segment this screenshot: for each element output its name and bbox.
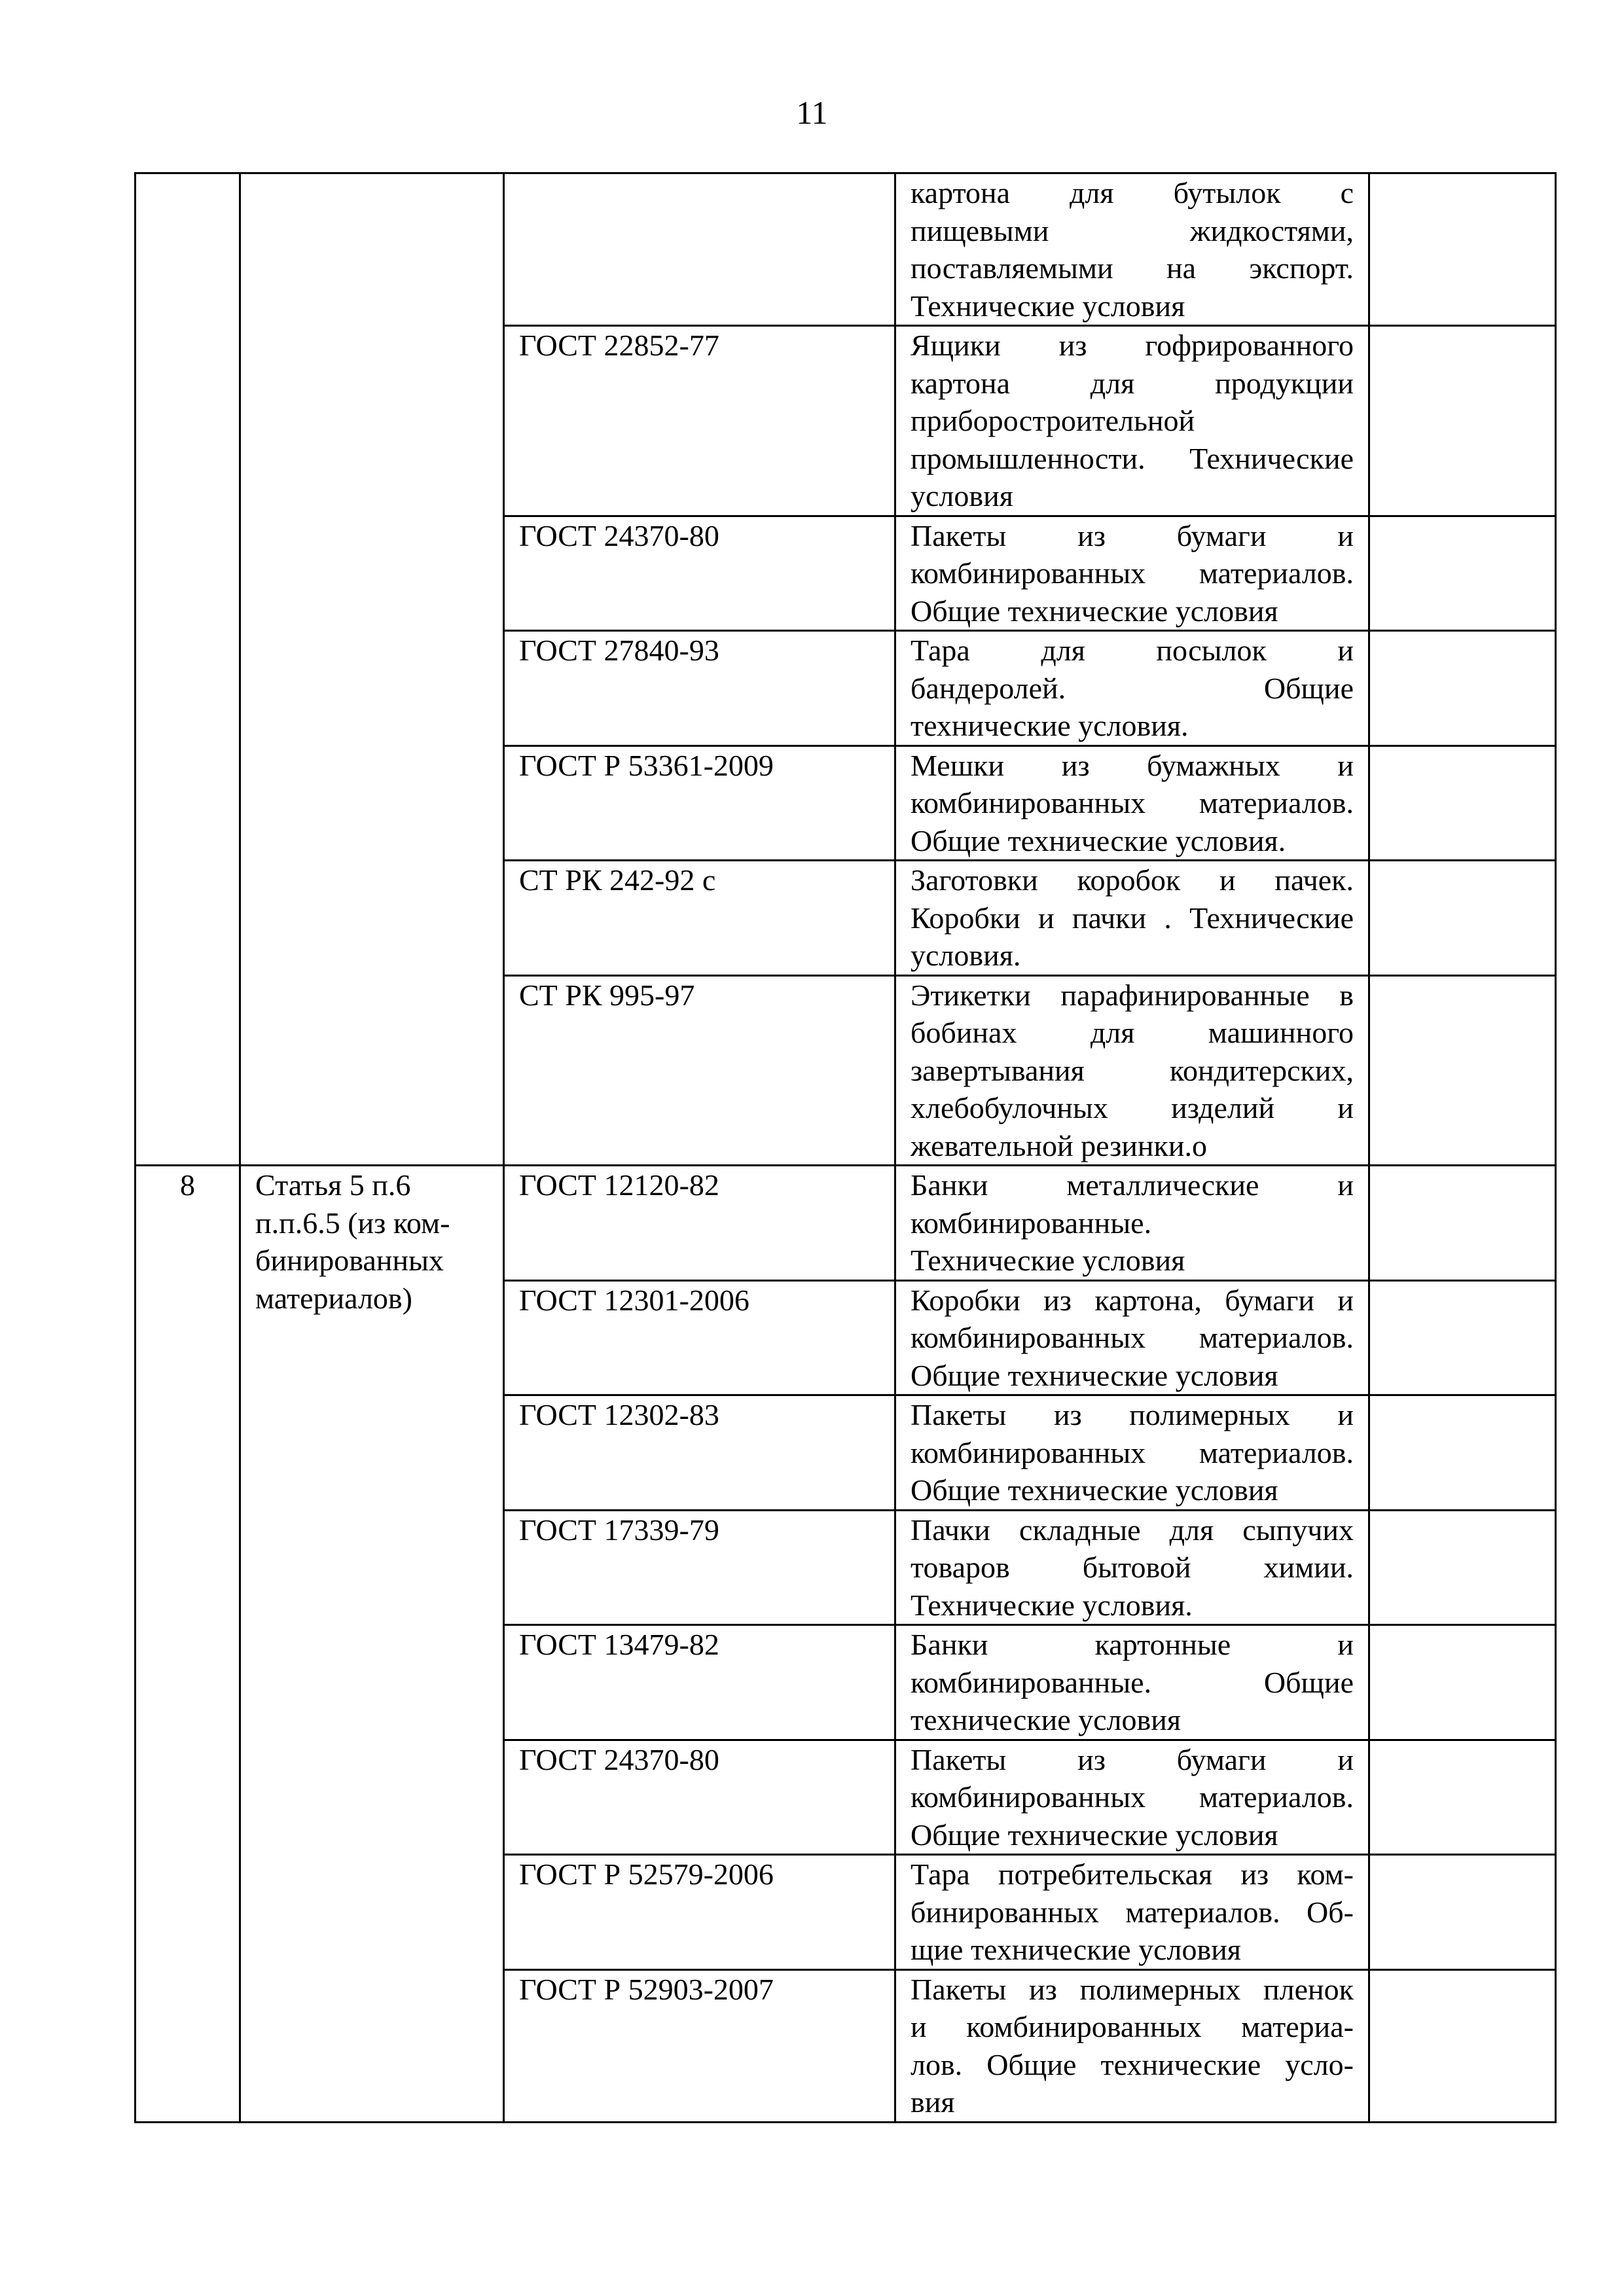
table-row: [135, 173, 1556, 326]
standard-code-cell: ГОСТ 12302-83: [504, 1395, 895, 1511]
description-cell: [895, 1625, 1369, 1740]
article-line: бинированных: [255, 1244, 444, 1277]
description-line: картона для бутылок с: [911, 176, 1354, 209]
description-line: комбинированные. Общие: [911, 1665, 1354, 1699]
description-line: Банки металлические и: [911, 1168, 1354, 1202]
notes-cell: [1369, 631, 1556, 746]
standard-code-cell: ГОСТ 24370-80: [504, 516, 895, 631]
description-line: Пакеты из бумаги и: [911, 518, 1354, 552]
standard-code-cell: СТ РК 242-92 с: [504, 861, 895, 976]
standard-code-cell: ГОСТ 12120-82: [504, 1166, 895, 1281]
description-cell: [895, 326, 1369, 516]
description-line: вия: [911, 2085, 955, 2119]
notes-cell: [1369, 173, 1556, 326]
notes-cell: [1369, 1166, 1556, 1281]
standard-code-cell: ГОСТ 17339-79: [504, 1510, 895, 1625]
description-line: картона для продукции: [911, 366, 1354, 400]
description-line: комбинированных материалов.: [911, 786, 1354, 819]
description-line: Банки картонные и: [911, 1628, 1354, 1661]
description-line: Общие технические условия: [911, 594, 1278, 628]
description-line: Ящики из гофрированного: [911, 329, 1354, 362]
standard-code-cell: ГОСТ 12301-2006: [504, 1280, 895, 1395]
notes-cell: [1369, 1740, 1556, 1855]
notes-cell: [1369, 516, 1556, 631]
notes-cell: [1369, 1855, 1556, 1970]
description-cell: [895, 1740, 1369, 1855]
description-cell: [895, 631, 1369, 746]
description-line: Общие технические условия: [911, 1473, 1278, 1507]
description-line: бандеролей. Общие: [911, 671, 1354, 705]
article-cell: [240, 1166, 504, 2123]
notes-cell: [1369, 861, 1556, 976]
description-line: Общие технические условия: [911, 1358, 1278, 1392]
description-line: технические условия: [911, 1703, 1182, 1736]
description-cell: [895, 516, 1369, 631]
page-number: 11: [796, 94, 828, 131]
description-line: технические условия.: [911, 709, 1189, 742]
description-cell: [895, 745, 1369, 861]
description-line: бинированных материалов. Об-: [911, 1895, 1354, 1929]
description-line: комбинированных материалов.: [911, 556, 1354, 590]
description-line: Заготовки коробок и пачек.: [911, 863, 1354, 897]
article-line: п.п.6.5 (из ком-: [255, 1206, 450, 1240]
description-cell: [895, 1280, 1369, 1395]
description-line: жевательной резинки.о: [911, 1128, 1207, 1162]
article-cell: [240, 173, 504, 1166]
description-line: Общие технические условия: [911, 1818, 1278, 1852]
description-line: лов. Общие технические усло-: [911, 2047, 1354, 2081]
table-row: [135, 1166, 1556, 1281]
description-cell: [895, 975, 1369, 1166]
description-line: щие технические условия: [911, 1933, 1241, 1966]
notes-cell: [1369, 1510, 1556, 1625]
description-line: завертывания кондитерских,: [911, 1053, 1354, 1087]
notes-cell: [1369, 1625, 1556, 1740]
row-number-cell: 8: [135, 1166, 240, 2123]
standard-code-cell: ГОСТ 24370-80: [504, 1740, 895, 1855]
description-line: комбинированные.: [911, 1206, 1152, 1240]
standard-code-cell: ГОСТ Р 52579-2006: [504, 1855, 895, 1970]
number-cell: [135, 173, 240, 1166]
description-line: комбинированных материалов.: [911, 1321, 1354, 1354]
standard-code-cell: ГОСТ 22852-77: [504, 326, 895, 516]
standards-table: [134, 172, 1557, 2123]
description-line: комбинированных материалов.: [911, 1435, 1354, 1469]
article-line: материалов): [255, 1281, 412, 1315]
description-cell: [895, 173, 1369, 326]
description-line: Пачки складные для сыпучих: [911, 1513, 1354, 1547]
notes-cell: [1369, 975, 1556, 1166]
description-line: поставляемыми на экспорт.: [911, 251, 1354, 285]
description-line: Тара потребительская из ком-: [911, 1857, 1354, 1891]
standard-code-cell: ГОСТ 13479-82: [504, 1625, 895, 1740]
description-line: Пакеты из полимерных пленок: [911, 1972, 1354, 2006]
notes-cell: [1369, 1969, 1556, 2122]
description-cell: [895, 1166, 1369, 1281]
description-line: Пакеты из бумаги и: [911, 1742, 1354, 1776]
standard-code-cell: [504, 173, 895, 326]
description-line: приборостроительной: [911, 404, 1195, 437]
article-line: Статья 5 п.6: [255, 1168, 411, 1202]
description-line: Этикетки парафинированные в: [911, 978, 1354, 1012]
description-cell: [895, 1969, 1369, 2122]
description-cell: [895, 861, 1369, 976]
table-body: [135, 173, 1556, 2123]
notes-cell: [1369, 326, 1556, 516]
description-line: Технические условия.: [911, 1588, 1193, 1622]
description-line: Коробки и пачки . Технические: [911, 901, 1354, 935]
description-line: Технические условия: [911, 1244, 1185, 1277]
description-cell: [895, 1395, 1369, 1511]
notes-cell: [1369, 1395, 1556, 1511]
description-line: комбинированных материалов.: [911, 1780, 1354, 1814]
description-line: Технические условия: [911, 289, 1185, 323]
description-line: Тара для посылок и: [911, 634, 1354, 667]
description-line: и комбинированных материа-: [911, 2010, 1354, 2043]
description-line: условия.: [911, 939, 1021, 972]
standard-code-cell: ГОСТ 27840-93: [504, 631, 895, 746]
description-line: Мешки из бумажных и: [911, 748, 1354, 782]
description-line: Коробки из картона, бумаги и: [911, 1283, 1354, 1317]
standard-code-cell: ГОСТ Р 52903-2007: [504, 1969, 895, 2122]
description-line: товаров бытовой химии.: [911, 1551, 1354, 1584]
description-line: условия: [911, 479, 1013, 512]
description-line: хлебобулочных изделий и: [911, 1091, 1354, 1124]
description-line: Пакеты из полимерных и: [911, 1398, 1354, 1431]
description-line: промышленности. Технические: [911, 441, 1354, 475]
description-line: Общие технические условия.: [911, 823, 1286, 857]
description-line: бобинах для машинного: [911, 1016, 1354, 1049]
standard-code-cell: ГОСТ Р 53361-2009: [504, 745, 895, 861]
notes-cell: [1369, 1280, 1556, 1395]
description-line: пищевыми жидкостями,: [911, 213, 1354, 247]
description-cell: [895, 1510, 1369, 1625]
notes-cell: [1369, 745, 1556, 861]
description-cell: [895, 1855, 1369, 1970]
standard-code-cell: СТ РК 995-97: [504, 975, 895, 1166]
